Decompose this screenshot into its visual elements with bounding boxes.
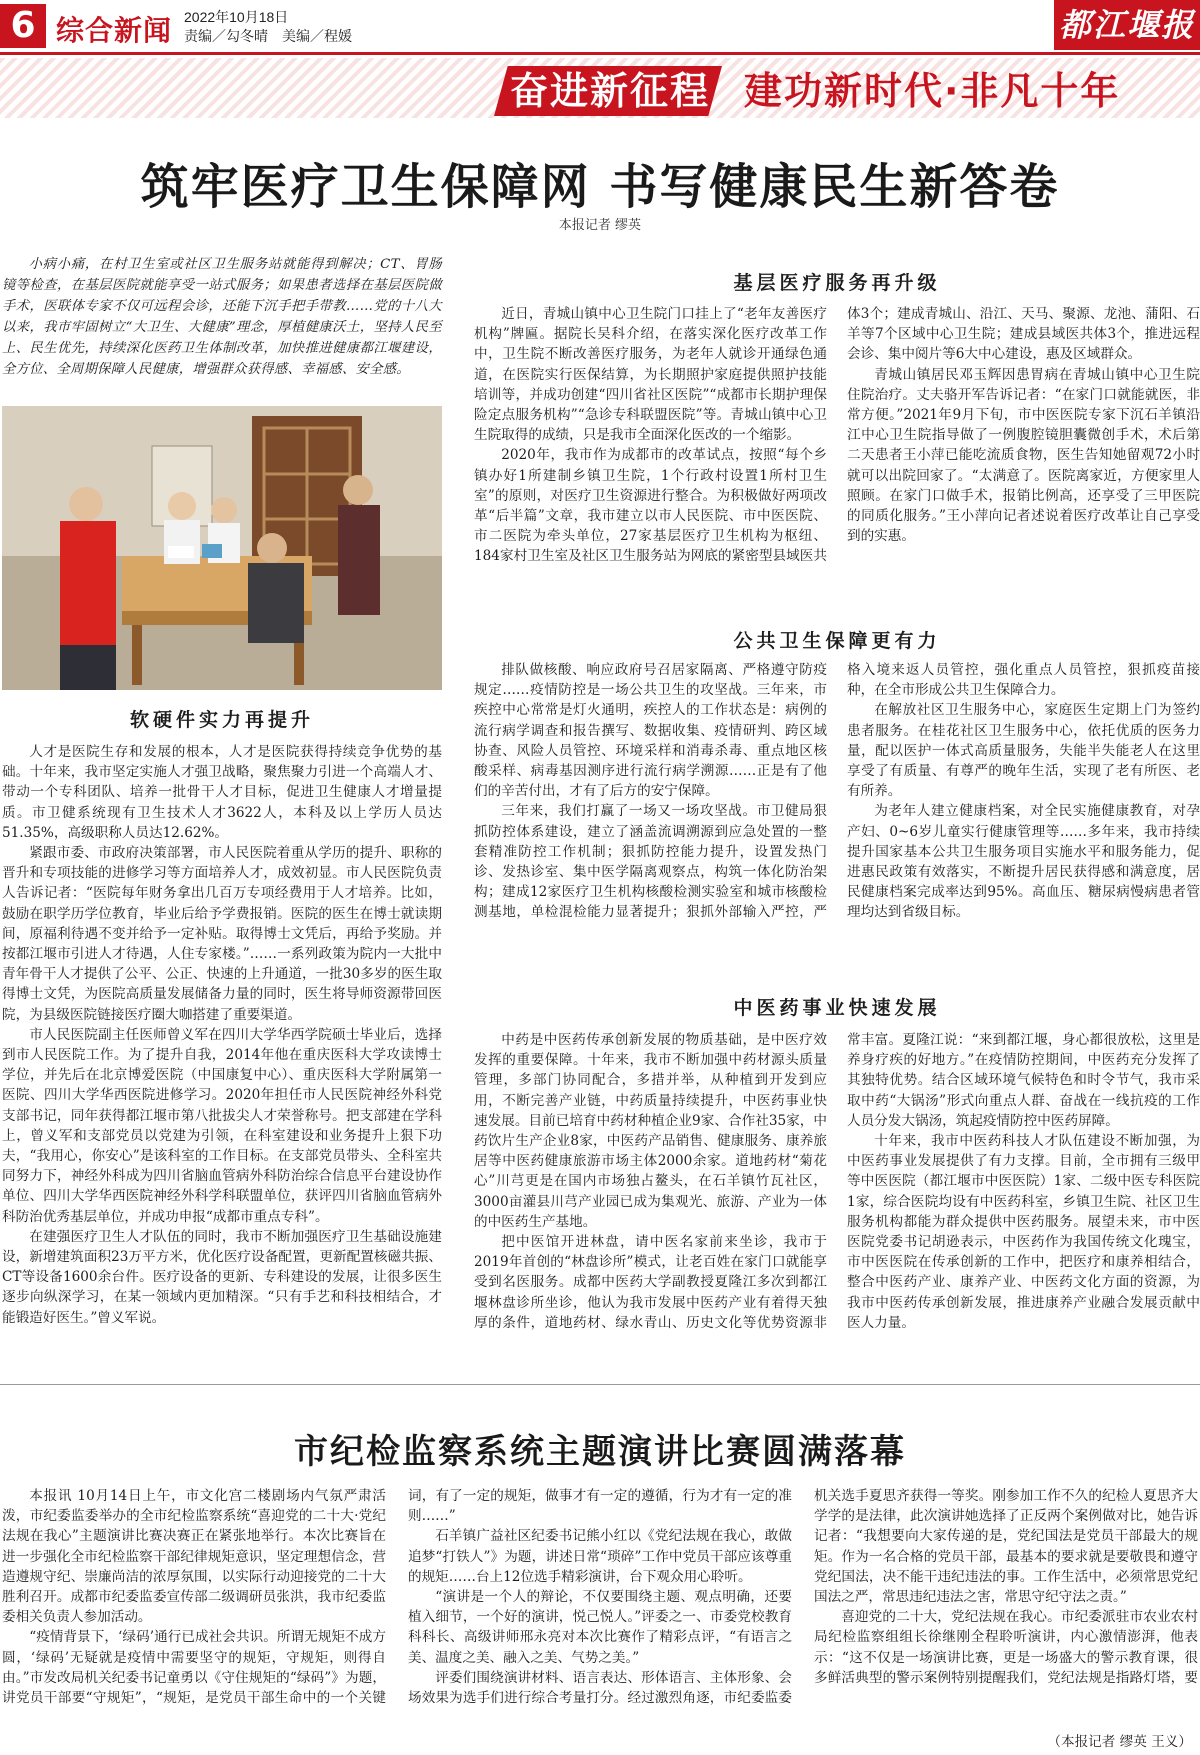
article-lede: 小病小痛，在村卫生室或社区卫生服务站就能得到解决；CT、胃肠镜等检查，在基层医院就能享受一站式服务；如果患者选择在基层医院做手术，医联体专家不仅可远程会诊，还能下沉手把手带教……党的十八大以来，我市牢固树立“大卫生、大健康”理念，厚植健康沃土，坚持人民至上、民生优先，持续深化医药卫生体制改革，加快推进健康都江堰建设，全方位、全周期保障人民健康，增强群众获得感、幸福感、安全感。 (2, 257, 442, 377)
news-photo (2, 406, 442, 690)
section-title-public-health: 公共卫生保障更有力 (733, 630, 941, 652)
reporter-signoff: （本报记者 缪英 王义） (1047, 1734, 1192, 1750)
paragraph: 把中医馆开进林盘，请中医名家前来坐诊，我市于2019年首创的“林盘诊所”模式，让老百姓在家门口就能享受到名医服务。成都中医药大学副教授夏隆江多次到都江堰林盘诊所坐诊，他认为我市发展中医药产业有着得天独厚的条件，道地药材、绿水青山、历史文化等优势资源非常丰富。夏隆江说：“来到都江堰，身心都很放松，这里是养身疗疾的好地方。”在疫情防控期间，中医药充分发挥了其独特优势。结合区域环境气候特色和时令节气，我市采取中药“大锅汤”形式向重点人群、奋战在一线抗疫的工作人员分发大锅汤，筑起疫情防控中医药屏障。 (474, 1032, 1200, 1331)
editors-line: 责编／勾冬晴 美编／程媛 (184, 28, 352, 44)
article-divider (0, 1384, 1200, 1385)
column-speech-contest (2, 1486, 1198, 1726)
main-byline: 本报记者 缪英 (558, 218, 642, 233)
column-talent (2, 742, 442, 1328)
column-tcm (474, 1030, 1200, 1376)
paragraph: “疫情背景下，‘绿码’通行已成社会共识。所谓无规矩不成方圆，‘绿码’无疑就是疫情中需要坚守的规矩，守规矩，则得自由。”市发改局机关纪委书记童勇以《守住规矩的“绿码”》为题，讲党员干部要“守规矩”，“规矩，是党员干部生命中的一个关键词，有了一定的规矩，做事才有一定的遵循，行为才有一定的准则……” (2, 1488, 792, 1707)
paragraph: 石羊镇广益社区纪委书记熊小红以《党纪法规在我心，敢做追梦“打铁人”》为题，讲述日常“琐碎”工作中党员干部应该尊重的规矩……台上12位选手精彩演讲，台下观众用心聆听。 (408, 1528, 792, 1585)
main-headline: 筑牢医疗卫生保障网 书写健康民生新答卷 (140, 159, 1060, 215)
section-title-grassroots: 基层医疗服务再升级 (733, 272, 941, 294)
paragraph: 2020年，我市作为成都市的改革试点，按照“每个乡镇办好1所建制乡镇卫生院，1个行政村设置1所村卫生室”的原则，对医疗卫生资源进行整合。为积极做好两项改革“后半篇”文章，我市建立以市人民医院、市中医医院、市二医院为牵头单位，27家基层医疗卫生机构为枢纽、184家村卫生室及社区卫生服务站为网底的紧密型县域医共体3个；建成青城山、沿江、天马、聚源、龙池、蒲阳、石羊等7个区域中心卫生院；建成县域医共体3个，推进远程会诊、集中阅片等6大中心建设，惠及区域群众。 (474, 306, 1200, 565)
section-title-talent: 软硬件实力再提升 (129, 709, 314, 731)
newspaper-masthead: 都江堰报 (1054, 0, 1200, 50)
column-public-health (474, 660, 1200, 982)
paragraph: 三年来，我们打赢了一场又一场攻坚战。市卫健局狠抓防控体系建设，建立了涵盖流调溯源到应急处置的一整套精准防控工作机制；狠抓防控能力提升，设置发热门诊、发热诊室、集中医学隔离观察点，构筑一体化防治架构；建成12家医疗卫生机构核酸检测实验室和城市核酸检测基地，单检混检能力显著提升；狠抓外部输入严控，严格入境来返人员管控，强化重点人员管控，狠抓疫苗接种，在全市形成公共卫生保障合力。 (474, 662, 1200, 921)
banner-slogan-right: 建功新时代·非凡十年 (744, 69, 1121, 113)
paragraph: 评委们围绕演讲材料、语言表达、形体语言、主体形象、会场效果为选手们进行综合考量打分。经过激烈角逐，市纪委监委机关选手夏思齐获得一等奖。刚参加工作不久的纪检人夏思齐大学学的是法律，此次演讲她选择了正反两个案例做对比，她告诉记者：“我想要向大家传递的是，党纪国法是党员干部最大的规矩。作为一名合格的党员干部，最基本的要求就是要敬畏和遵守党纪国法，决不能干违纪违法的事。工作生活中，必须常思党纪国法之严，常思违纪违法之害，常思守纪守法之责。” (408, 1488, 1198, 1707)
paragraph: 在建强医疗卫生人才队伍的同时，我市不断加强医疗卫生基础设施建设，新增建筑面积23万平方米，优化医疗设备配置，更新配置核磁共振、CT等设备1600余台件。医疗设备的更新、专科建设的发展，让很多医生逐步向纵深学习，在某一领域内更加精深。“只有手艺和科技相结合，才能锻造好医生。”曾义军说。 (2, 1228, 442, 1326)
paragraph: 排队做核酸、响应政府号召居家隔离、严格遵守防疫规定……疫情防控是一场公共卫生的攻坚战。三年来，市疾控中心常常是灯火通明，疾控人的工作状态是：病例的流行病学调查和报告撰写、数据收集、疫情研判、跨区域协查、风险人员管控、环境采样和消毒杀毒、重点地区核酸采样、病毒基因测序进行流行病学溯源……正是有了他们的辛苦付出，才有了后方的安宁保障。 (474, 662, 827, 800)
paragraph: 喜迎党的二十大，党纪法规在我心。市纪委派驻市农业农村局纪检监察组组长徐继刚全程聆听演讲，内心激情澎湃，他表示：“这不仅是一场演讲比赛，更是一场盛大的警示教育课，很多鲜活典型的警示案例特别提醒我们，党纪法规是指路灯塔，要 (814, 1609, 1198, 1686)
paragraph: 紧跟市委、市政府决策部署，市人民医院着重从学历的提升、职称的晋升和专项技能的进修学习等方面培养人才，成效初显。市人民医院负责人告诉记者：“医院每年财务拿出几百万专项经费用于人才培养。比如，鼓励在职学历学位教育，毕业后给予学费报销。医院的医生在博士就读期间，原福利待遇不变并给予一定补贴。取得博士文凭后，再给予奖励。并按都江堰市引进人才待遇，人住专家楼。”……一系列政策为院内一大批中青年骨干人才提供了公平、公正、快速的上升通道，一批30多岁的医生取得博士文凭，为医院高质量发展储备力量的同时，医生将导师资源带回医院，为县级医院链接医疗圈大咖搭建了重要渠道。 (2, 845, 442, 1023)
paragraph: 青城山镇居民邓玉辉因患胃病在青城山镇中心卫生院住院治疗。丈夫骆开军告诉记者：“在家门口就能就医，非常方便。”2021年9月下旬，市中医医院专家下沉石羊镇沿江中心卫生院指导做了一例腹腔镜胆囊微创手术，术后第二天患者王小萍已能吃流质食物，医生告知她留观72小时就可以出院回家了。“太满意了。医院离家近，方便家里人照顾。在家门口做手术，报销比例高，还享受了三甲医院的同质化服务。”王小萍向记者述说着医疗改革让自己享受到的实惠。 (847, 366, 1200, 545)
paragraph: 十年来，我市中医药科技人才队伍建设不断加强，为中医药事业发展提供了有力支撑。目前，全市拥有三级甲等中医医院（都江堰市中医医院）1家、二级中医专科医院1家，综合医院均设有中医药科室，乡镇卫生院、社区卫生服务机构都能为群众提供中医药服务。展望未来，市中医医院党委书记胡逊表示，中医药作为我国传统文化瑰宝，市中医医院在传承创新的工作中，把医疗和康养相结合，整合中医药产业、康养产业、中医药文化方面的资源，为我市中医药传承创新发展，推进康养产业融合发展贡献中医人力量。 (847, 1133, 1200, 1331)
paragraph: 中药是中医药传承创新发展的物质基础，是中医疗效发挥的重要保障。十年来，我市不断加强中药材源头质量管理，多部门协同配合，多措并举，从种植到开发到应用，不断完善产业链，中药质量持续提升，中医药事业快速发展。目前已培育中药材种植企业9家、合作社35家，中药饮片生产企业8家，中医药产品销售、健康服务、康养旅居等中医药健康旅游市场主体2000余家。道地药材“菊花心”川芎更是在国内市场独占鳌头，在石羊镇竹瓦社区，3000亩灌县川芎产业园已成为集观光、旅游、产业为一体的中医药生产基地。 (474, 1032, 827, 1230)
section-title-tcm: 中医药事业快速发展 (733, 997, 941, 1019)
paragraph: 人才是医院生存和发展的根本，人才是医院获得持续竞争优势的基础。十年来，我市坚定实施人才强卫战略，聚焦聚力引进一个高端人才、带动一个专科团队、培养一批骨干人才目标，促进卫生健康人才增量提质。市卫健系统现有卫生技术人才3622人，本科及以上学历人员达51.35%，高级职称人员达12.62%。 (2, 744, 442, 841)
issue-date: 2022年10月18日 (184, 9, 289, 25)
paragraph: 市人民医院副主任医师曾义军在四川大学华西学院硕士毕业后，选择到市人民医院工作。为了提升自我，2014年他在重庆医科大学攻读博士学位，并先后在北京博爱医院（中国康复中心）、重庆医科大学附属第一医院、四川大学华西医院进修学习。2020年担任市人民医院神经外科党支部书记，同年获得都江堰市第八批拔尖人才荣誉称号。把支部建在学科上，曾义军和支部党员以党建为引领，在科室建设和业务提升上狠下功夫，“我用心，你安心”是该科室的工作目标。在支部党员带头、全科室共同努力下，神经外科成为四川省脑血管病外科防治综合信息平台建设协作单位、四川大学华西医院神经外科学科联盟单位，获评四川省脑血管病外科防治优秀基层单位，并成功申报“成都市重点专科”。 (2, 1026, 442, 1225)
paragraph: 近日，青城山镇中心卫生院门口挂上了“老年友善医疗机构”牌匾。据院长吴科介绍，在落实深化医疗改革工作中，卫生院不断改善医疗服务，为老年人就诊开通绿色通道，在医院实行医保结算，为长期照护家庭提供照护技能培训等，并成功创建“四川省社区医院”“成都市长期护理保险定点服务机构”“急诊专科联盟医院”等。青城山镇中心卫生院取得的成绩，只是我市全面深化医改的一个缩影。 (474, 306, 827, 444)
paragraph: 在解放社区卫生服务中心，家庭医生定期上门为签约患者服务。在桂花社区卫生服务中心，依托优质的医务力量，配以医护一体式高质量服务，失能半失能老人在这里享受了有质量、有尊严的晚年生活，实现了老有所医、老有所养。 (847, 702, 1200, 800)
paragraph: 为老年人建立健康档案，对全民实施健康教育，对孕产妇、0~6岁儿童实行健康管理等……多年来，我市持续提升国家基本公共卫生服务项目实施水平和服务能力，促进惠民政策有效落实，不断提升居民获得感和满意度，居民健康档案完成率达到95%。高血压、糖尿病慢病患者管理均达到省级目标。 (847, 803, 1200, 921)
paragraph: 本报讯 10月14日上午，市文化宫二楼剧场内气氛严肃活泼，市纪委监委举办的全市纪检监察系统“喜迎党的二十大·党纪法规在我心”主题演讲比赛决赛正在紧张地举行。本次比赛旨在进一步强化全市纪检监察干部纪律规矩意识，坚定理想信念，营造遵规守纪、崇廉尚洁的浓厚氛围，以实际行动迎接党的二十大胜利召开。成都市纪委监委宣传部二级调研员张洪，我市纪委监委相关负责人参加活动。 (2, 1488, 386, 1626)
paragraph: “演讲是一个人的辩论，不仅要围绕主题、观点明确，还要植入细节，一个好的演讲，悦己悦人。”评委之一、市委党校教育科科长、高级讲师邢永亮对本次比赛作了精彩点评，“有语言之美、温度之美、融入之美、气势之美。” (408, 1589, 792, 1666)
column-grassroots (474, 304, 1200, 612)
page-number: 6 (0, 4, 46, 48)
page-header (0, 0, 1200, 55)
section-name: 综合新闻 (56, 14, 173, 47)
clinic-photo-illustration (2, 406, 442, 690)
banner-slogan-left: 奋进新征程 (509, 69, 710, 113)
second-headline: 市纪检监察系统主题演讲比赛圆满落幕 (294, 1432, 906, 1472)
